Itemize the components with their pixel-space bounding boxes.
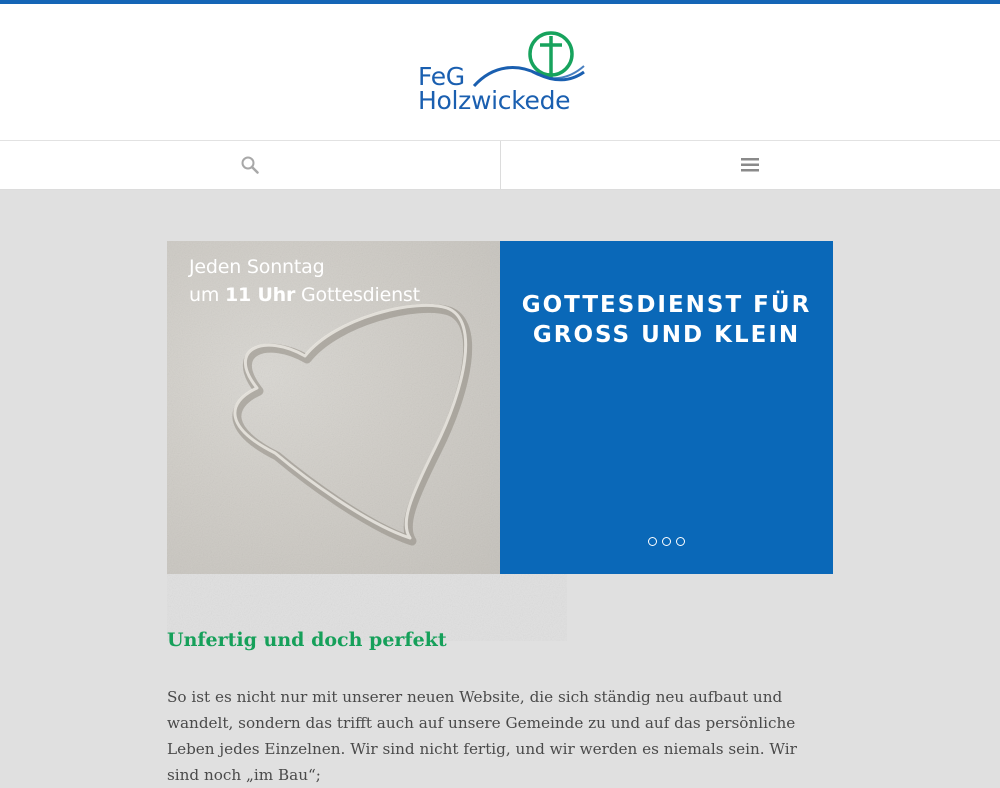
- main-content: [0, 190, 1000, 750]
- search-icon: [240, 155, 260, 175]
- caption-suffix: Gottesdienst: [295, 284, 420, 306]
- search-button[interactable]: [0, 141, 501, 189]
- slider-dot-3[interactable]: [676, 537, 685, 546]
- hamburger-menu-icon: [741, 158, 759, 172]
- menu-button[interactable]: [501, 141, 1000, 189]
- intro-article: [167, 626, 833, 788]
- caption-time: 11 Uhr: [225, 284, 295, 306]
- article-body: So ist es nicht nur mit unserer neuen Website, die sich ständig neu aufbaut und wandelt, sondern das trifft auch auf unsere Gemeinde zu und auf das persönliche Leben jedes Einzelnen. Wir sind nicht fertig, und wir werden es niemals sein. Wir sind noch „im Bau“;: [167, 684, 833, 788]
- slider-dot-1[interactable]: [648, 537, 657, 546]
- hero-slider[interactable]: [167, 241, 833, 574]
- slider-dot-2[interactable]: [662, 537, 671, 546]
- slide-title-line2: GROSS UND KLEIN: [500, 320, 833, 350]
- caption-prefix: um: [189, 284, 225, 306]
- logo-text-line2: Holzwickede: [418, 88, 570, 114]
- slider-pagination: [500, 537, 833, 546]
- slide-caption-line2: [189, 281, 420, 309]
- slide-caption-line1: Jeden Sonntag: [189, 253, 420, 281]
- site-logo[interactable]: [416, 30, 586, 116]
- site-header: [0, 4, 1000, 141]
- toolbar-nav: [0, 141, 1000, 190]
- slide-title: [500, 290, 833, 350]
- logo-text-line1: FeG: [418, 64, 465, 90]
- slide-title-line1: GOTTESDIENST FÜR: [500, 290, 833, 320]
- cross-wave-logo-icon: [472, 30, 586, 90]
- slide-image-sand-heart: [167, 241, 500, 574]
- article-heading: Unfertig und doch perfekt: [167, 626, 833, 654]
- slide-caption: [189, 253, 420, 309]
- slide-text-panel[interactable]: [500, 241, 833, 574]
